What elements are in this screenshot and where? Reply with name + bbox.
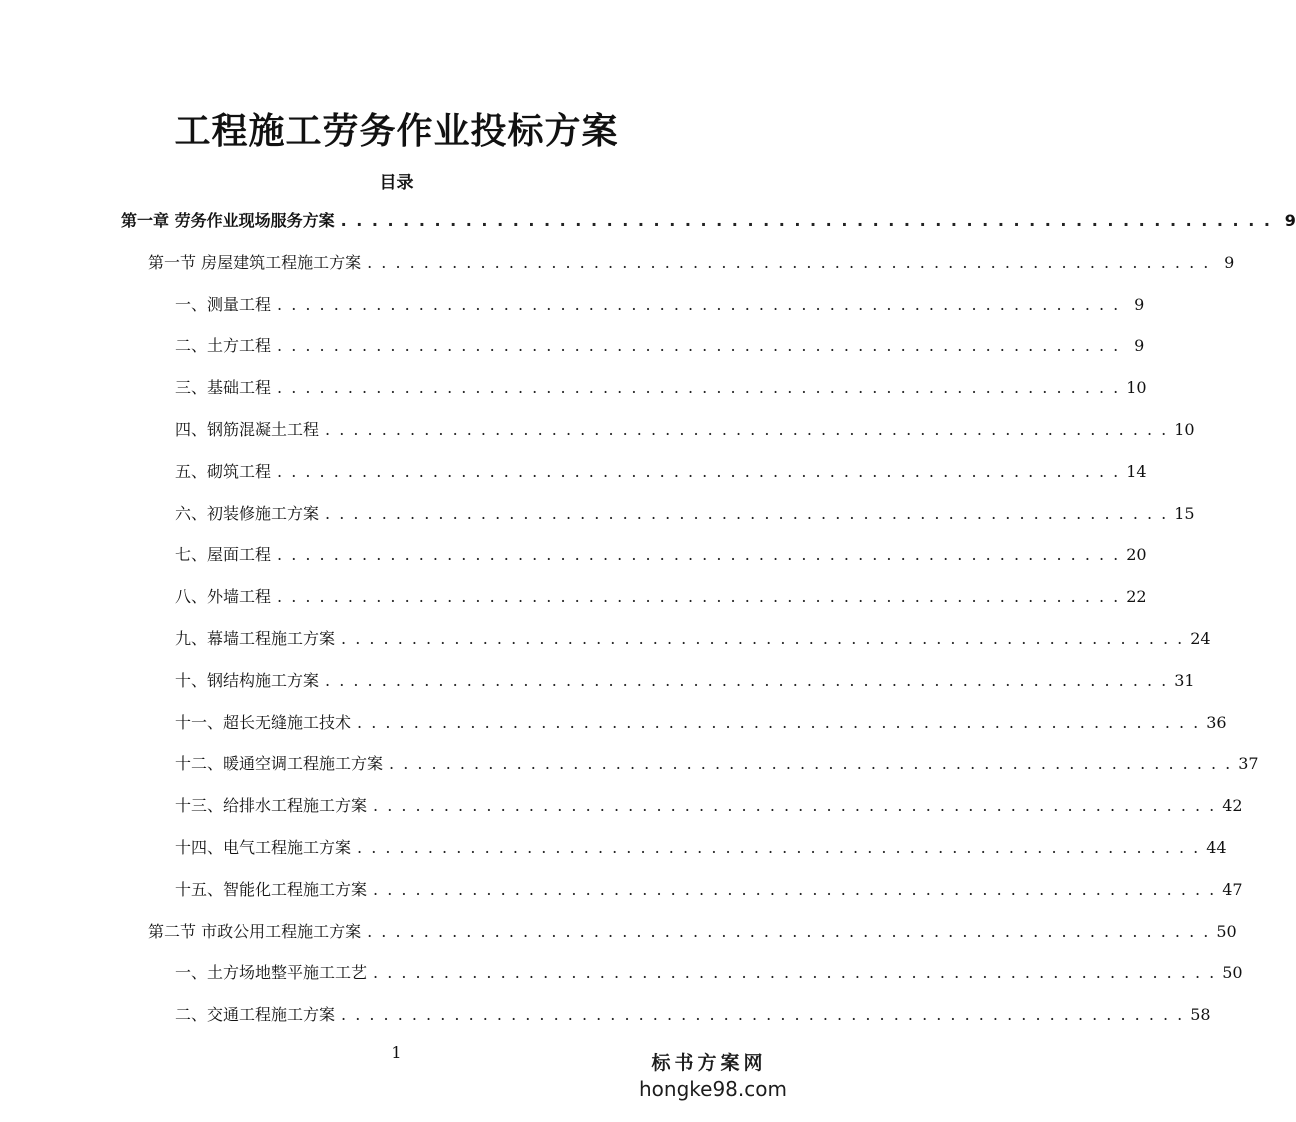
toc-entry-item[interactable]	[175, 413, 1195, 447]
toc-entry-page: 20	[1126, 545, 1147, 564]
toc-entry-page: 24	[1190, 629, 1211, 648]
toc-entry-title: 一、测量工程	[175, 295, 272, 314]
toc-entry-title: 八、外墙工程	[175, 587, 272, 606]
toc-entry-section[interactable]	[148, 915, 1237, 949]
toc-entry-page: 9	[1134, 295, 1145, 314]
toc-entry-title: 四、钢筋混凝土工程	[175, 420, 320, 439]
toc-entry-item[interactable]	[175, 789, 1243, 823]
toc-entry-title: 十四、电气工程施工方案	[175, 838, 352, 857]
toc-entry-item[interactable]	[175, 873, 1243, 907]
toc-entry-page: 15	[1174, 504, 1195, 523]
site-watermark	[639, 1050, 787, 1112]
toc-dot-leader: . . . . . . . . . . . . . . . . . . . . . . . . . . . . . . . . . . . . . . . . . . . . . . . . . . . . . . . . . . . .	[277, 378, 1121, 397]
toc-entry-item[interactable]	[175, 831, 1227, 865]
toc-entry-page: 9	[1224, 253, 1235, 272]
toc-dot-leader: . . . . . . . . . . . . . . . . . . . . . . . . . . . . . . . . . . . . . . . . . . . . . . . . . . . . . . . . . . . .	[277, 587, 1121, 606]
toc-entry-item[interactable]	[175, 747, 1259, 781]
toc-dot-leader: . . . . . . . . . . . . . . . . . . . . . . . . . . . . . . . . . . . . . . . . . . . . . . . . . . . . . . . . . . . .	[325, 671, 1169, 690]
toc-dot-leader: . . . . . . . . . . . . . . . . . . . . . . . . . . . . . . . . . . . . . . . . . . . . . . . . . . . . . . . . . . . .	[367, 253, 1211, 272]
toc-entry-title: 五、砌筑工程	[175, 462, 272, 481]
toc-dot-leader: . . . . . . . . . . . . . . . . . . . . . . . . . . . . . . . . . . . . . . . . . . . . . . . . . . . . . . . . . . . .	[373, 796, 1217, 815]
toc-entry-title: 第一章 劳务作业现场服务方案	[121, 211, 335, 230]
toc-dot-leader: . . . . . . . . . . . . . . . . . . . . . . . . . . . . . . . . . . . . . . . . . . . . . . . . . . . . . . . . . . . .	[357, 713, 1201, 732]
toc-dot-leader: . . . . . . . . . . . . . . . . . . . . . . . . . . . . . . . . . . . . . . . . . . . . . . . . . . . . . . . . . . . .	[340, 211, 1272, 230]
toc-entry-title: 七、屋面工程	[175, 545, 272, 564]
toc-entry-title: 一、土方场地整平施工工艺	[175, 963, 368, 982]
toc-entry-page: 14	[1126, 462, 1147, 481]
toc-entry-item[interactable]	[175, 288, 1145, 322]
toc-entry-title: 二、土方工程	[175, 336, 272, 355]
toc-entry-item[interactable]	[175, 497, 1195, 531]
toc-entry-page: 10	[1126, 378, 1147, 397]
toc-entry-item[interactable]	[175, 998, 1211, 1032]
toc-entry-page: 9	[1134, 336, 1145, 355]
toc-entry-item[interactable]	[175, 956, 1243, 990]
toc-entry-title: 二、交通工程施工方案	[175, 1005, 336, 1024]
toc-dot-leader: . . . . . . . . . . . . . . . . . . . . . . . . . . . . . . . . . . . . . . . . . . . . . . . . . . . . . . . . . . . .	[373, 880, 1217, 899]
toc-entry-item[interactable]	[175, 329, 1145, 363]
toc-entry-page: 42	[1222, 796, 1243, 815]
toc-entry-page: 10	[1174, 420, 1195, 439]
document-title: 工程施工劳务作业投标方案	[174, 111, 619, 152]
toc-entry-title: 三、基础工程	[175, 378, 272, 397]
watermark-site-name: 标书方案网	[651, 1052, 767, 1074]
toc-heading: 目录	[379, 173, 414, 193]
toc-entry-title: 十、钢结构施工方案	[175, 671, 320, 690]
toc-dot-leader: . . . . . . . . . . . . . . . . . . . . . . . . . . . . . . . . . . . . . . . . . . . . . . . . . . . . . . . . . . . .	[373, 963, 1217, 982]
toc-entry-page: 37	[1238, 754, 1259, 773]
toc-entry-page: 58	[1190, 1005, 1211, 1024]
toc-entry-title: 十二、暖通空调工程施工方案	[175, 754, 384, 773]
toc-dot-leader: . . . . . . . . . . . . . . . . . . . . . . . . . . . . . . . . . . . . . . . . . . . . . . . . . . . . . . . . . . . .	[389, 754, 1233, 773]
toc-entry-page: 50	[1222, 963, 1243, 982]
toc-entry-page: 50	[1216, 922, 1237, 941]
toc-entry-title: 第一节 房屋建筑工程施工方案	[148, 253, 362, 272]
toc-entry-page: 22	[1126, 587, 1147, 606]
toc-dot-leader: . . . . . . . . . . . . . . . . . . . . . . . . . . . . . . . . . . . . . . . . . . . . . . . . . . . . . . . . . . . .	[357, 838, 1201, 857]
toc-entry-title: 十三、给排水工程施工方案	[175, 796, 368, 815]
toc-entry-item[interactable]	[175, 455, 1147, 489]
toc-entry-page: 44	[1206, 838, 1227, 857]
toc-dot-leader: . . . . . . . . . . . . . . . . . . . . . . . . . . . . . . . . . . . . . . . . . . . . . . . . . . . . . . . . . . . .	[341, 1005, 1185, 1024]
page-number: 1	[391, 1043, 402, 1062]
toc-entry-item[interactable]	[175, 538, 1147, 572]
toc-entry-page: 47	[1222, 880, 1243, 899]
toc-entry-item[interactable]	[175, 371, 1147, 405]
toc-dot-leader: . . . . . . . . . . . . . . . . . . . . . . . . . . . . . . . . . . . . . . . . . . . . . . . . . . . . . . . . . . . .	[277, 295, 1121, 314]
toc-dot-leader: . . . . . . . . . . . . . . . . . . . . . . . . . . . . . . . . . . . . . . . . . . . . . . . . . . . . . . . . . . . .	[277, 462, 1121, 481]
toc-entry-title: 第二节 市政公用工程施工方案	[148, 922, 362, 941]
toc-entry-title: 十一、超长无缝施工技术	[175, 713, 352, 732]
toc-dot-leader: . . . . . . . . . . . . . . . . . . . . . . . . . . . . . . . . . . . . . . . . . . . . . . . . . . . . . . . . . . . .	[277, 336, 1121, 355]
toc-dot-leader: . . . . . . . . . . . . . . . . . . . . . . . . . . . . . . . . . . . . . . . . . . . . . . . . . . . . . . . . . . . .	[341, 629, 1185, 648]
toc-entry-title: 九、幕墙工程施工方案	[175, 629, 336, 648]
toc-entry-section[interactable]	[148, 246, 1235, 280]
toc-dot-leader: . . . . . . . . . . . . . . . . . . . . . . . . . . . . . . . . . . . . . . . . . . . . . . . . . . . . . . . . . . . .	[325, 504, 1169, 523]
toc-entry-item[interactable]	[175, 622, 1211, 656]
toc-entry-page: 31	[1174, 671, 1195, 690]
toc-entry-title: 十五、智能化工程施工方案	[175, 880, 368, 899]
toc-entry-item[interactable]	[175, 580, 1147, 614]
toc-dot-leader: . . . . . . . . . . . . . . . . . . . . . . . . . . . . . . . . . . . . . . . . . . . . . . . . . . . . . . . . . . . .	[367, 922, 1211, 941]
toc-dot-leader: . . . . . . . . . . . . . . . . . . . . . . . . . . . . . . . . . . . . . . . . . . . . . . . . . . . . . . . . . . . .	[277, 545, 1121, 564]
toc-entry-page: 9	[1284, 211, 1296, 230]
watermark-url: hongke98.com	[639, 1077, 787, 1101]
toc-entry-item[interactable]	[175, 664, 1195, 698]
toc-entry-page: 36	[1206, 713, 1227, 732]
toc-entry-item[interactable]	[175, 706, 1227, 740]
toc-entry-chapter[interactable]	[121, 204, 1296, 238]
toc-entry-title: 六、初装修施工方案	[175, 504, 320, 523]
toc-dot-leader: . . . . . . . . . . . . . . . . . . . . . . . . . . . . . . . . . . . . . . . . . . . . . . . . . . . . . . . . . . . .	[325, 420, 1169, 439]
